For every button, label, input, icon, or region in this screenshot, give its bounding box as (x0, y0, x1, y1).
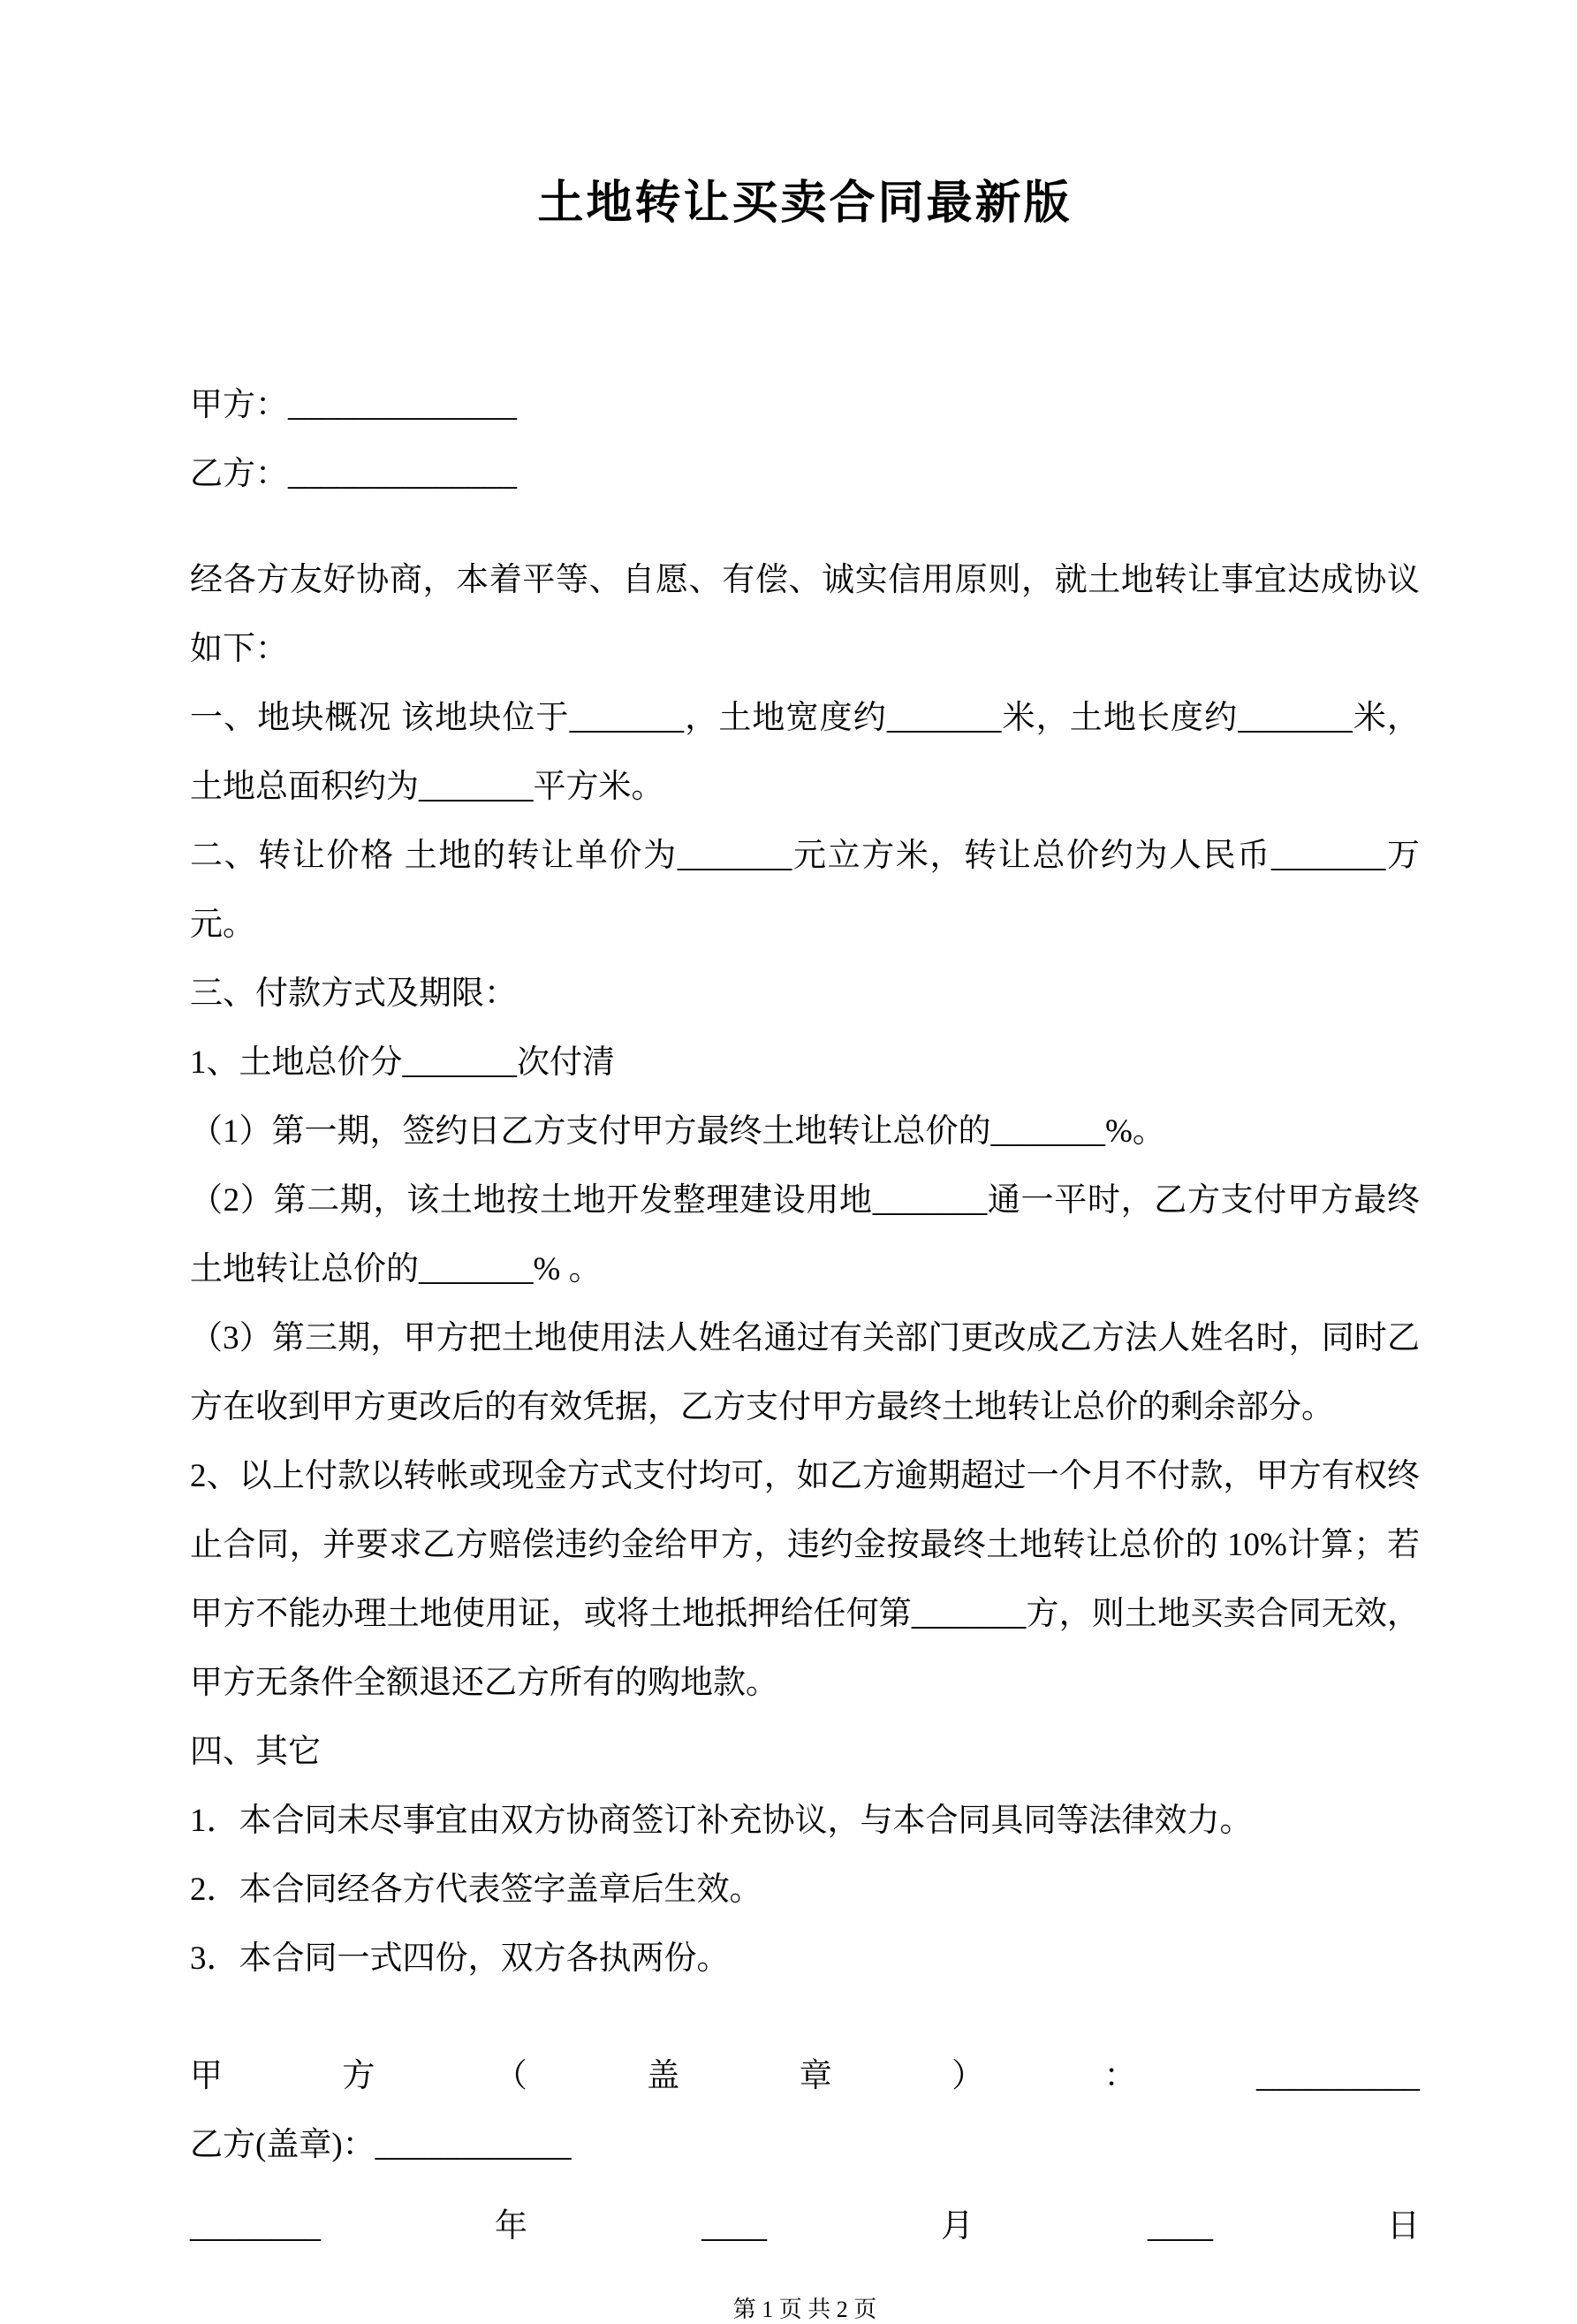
sig-a-char-3: （ (494, 2058, 527, 2095)
date-day-label: 日 (1387, 2208, 1420, 2245)
sig-a-char-1: 甲 (190, 2058, 223, 2095)
document-title: 土地转让买卖合同最新版 (537, 178, 1073, 229)
signature-party-a-line (190, 2042, 1420, 2111)
party-b-label: 乙方： (190, 456, 288, 493)
party-a-label: 甲方： (190, 387, 288, 424)
signature-party-b-label: 乙方(盖章)： (190, 2127, 375, 2164)
date-month-blank: ____ (701, 2208, 767, 2245)
paragraph-intro: 经各方友好协商，本着平等、自愿、有偿、诚实信用原则，就土地转让事宜达成协议如下： (190, 562, 1420, 668)
date-day-blank: ____ (1148, 2208, 1213, 2245)
clause-3-payment-terms-heading: 三、付款方式及期限： (190, 976, 517, 1013)
page-footer: 第 1 页 共 2 页 (732, 2297, 877, 2323)
sig-a-char-4: 盖 (647, 2058, 680, 2095)
clause-3-item-2: 2、以上付款以转帐或现金方式支付均可，如乙方逾期超过一个月不付款，甲方有权终止合同，并要求乙方赔偿违约金给甲方，违约金按最终土地转让总价的 10%计算；若甲方不能办理土地使用证，或将土地抵押给任何第_______方，则土地买卖合同无效，甲方无条件全额退还乙方所有的购地款。 (190, 1458, 1420, 1702)
signature-block (190, 2042, 1420, 2261)
clause-2-transfer-price: 二、转让价格 土地的转让单价为_______元立方米，转让总价约为人民币_______万元。 (190, 838, 1420, 944)
date-line (190, 2192, 1420, 2261)
sig-a-char-2: 方 (342, 2058, 375, 2095)
clause-3-item-1: 1、土地总价分_______次付清 (190, 1044, 615, 1082)
clause-3-item-1-phase-3: （3）第三期，甲方把土地使用法人姓名通过有关部门更改成乙方法人姓名时，同时乙方在收到甲方更改后的有效凭据，乙方支付甲方最终土地转让总价的剩余部分。 (190, 1320, 1420, 1426)
clause-4-item-2: 2．本合同经各方代表签字盖章后生效。 (190, 1872, 762, 1909)
signature-party-b-blank: ____________ (375, 2127, 572, 2164)
clause-3-item-1-phase-1: （1）第一期，签约日乙方支付甲方最终土地转让总价的_______%。 (190, 1113, 1165, 1151)
date-month-label: 月 (941, 2208, 974, 2245)
signature-party-a-blank: __________ (1255, 2058, 1420, 2095)
clause-1-land-overview: 一、地块概况 该地块位于_______，土地宽度约_______米，土地长度约_______米，土地总面积约为_______平方米。 (190, 700, 1420, 806)
clause-3-item-1-phase-2: （2）第二期，该土地按土地开发整理建设用地_______通一平时，乙方支付甲方最终土地转让总价的_______% 。 (190, 1182, 1420, 1288)
date-year-label: 年 (495, 2208, 527, 2245)
clause-4-item-1: 1．本合同未尽事宜由双方协商签订补充协议，与本合同具同等法律效力。 (190, 1803, 1253, 1840)
sig-a-char-7: ： (1103, 2058, 1137, 2095)
signature-party-b-line (190, 2111, 1420, 2180)
sig-a-char-6: ） (952, 2058, 985, 2095)
sig-a-char-5: 章 (799, 2058, 832, 2095)
party-b-blank: ______________ (288, 456, 517, 493)
party-b-line (190, 440, 1420, 509)
date-year-blank: ________ (190, 2208, 321, 2245)
contract-body (190, 546, 1420, 1994)
party-a-line (190, 371, 1420, 440)
clause-4-item-3: 3．本合同一式四份，双方各执两份。 (190, 1940, 730, 1978)
party-a-blank: ______________ (288, 387, 517, 424)
clause-4-heading: 四、其它 (190, 1734, 321, 1771)
